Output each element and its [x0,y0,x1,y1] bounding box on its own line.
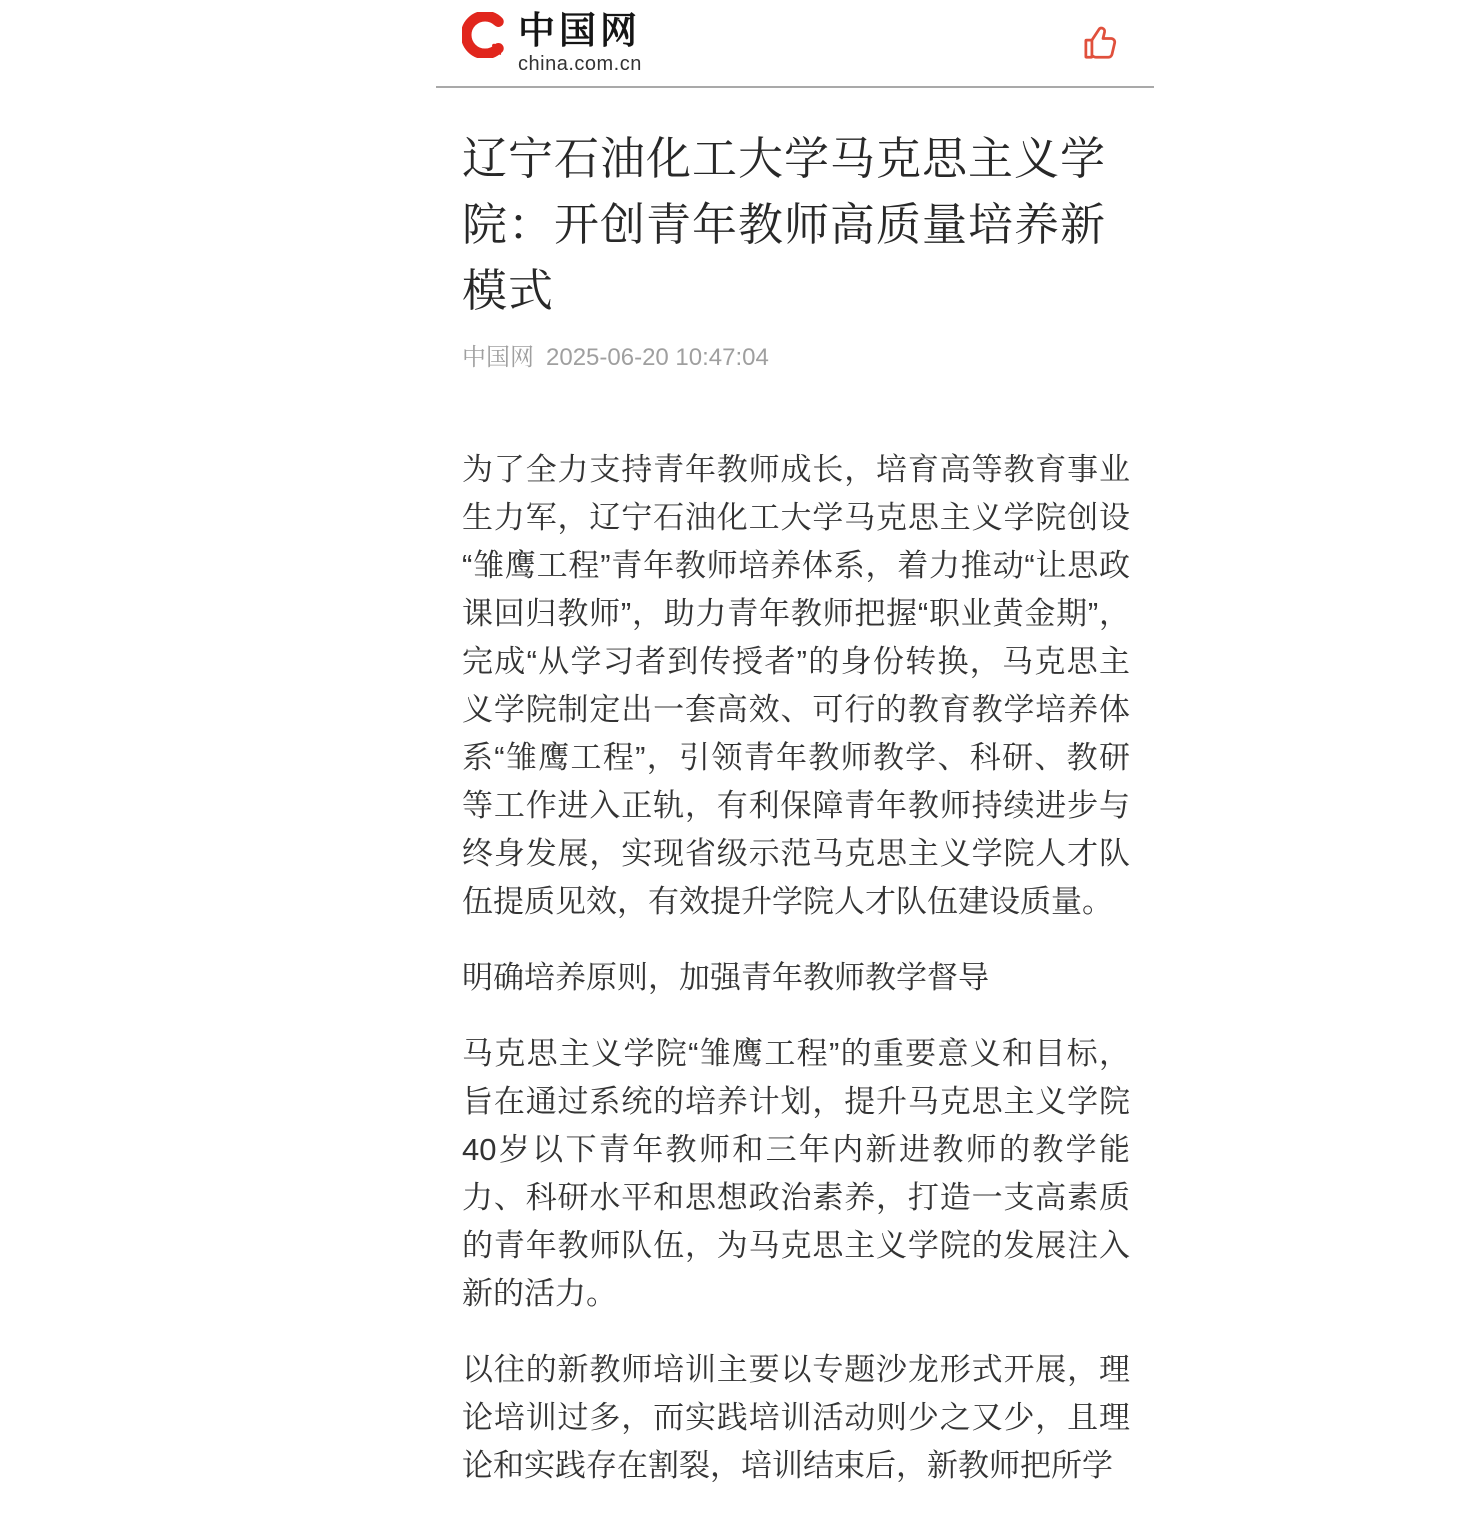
byline [462,344,1128,372]
site-domain: china.com.cn [518,53,642,75]
paragraph: 以往的新教师培训主要以专题沙龙形式开展，理论培训过多，而实践培训活动则少之又少，且理论和实践存在割裂，培训结束后，新教师把所学 [462,1352,1130,1483]
article-body [436,446,1154,1490]
article-title-line: 院：开创青年教师高质量培养新 [462,199,1107,250]
logo-text [518,12,642,74]
site-header [436,0,1154,86]
paragraph: 马克思主义学院“雏鹰工程”的重要意义和目标，旨在通过系统的培养计划，提升马克思主义学院40岁以下青年教师和三年内新进教师的教学能力、科研水平和思想政治素养，打造一支高素质的青年教师队伍，为马克思主义学院的发展注入新的活力。 [462,1036,1130,1311]
content-column [436,0,1154,1490]
site-name: 中国网 [518,10,641,51]
section-subheading: 明确培养原则，加强青年教师教学督导 [462,960,989,995]
byline-timestamp: 2025-06-20 10:47:04 [546,344,769,371]
paragraph: 为了全力支持青年教师成长，培育高等教育事业生力军，辽宁石油化工大学马克思主义学院创设“雏鹰工程”青年教师培养体系，着力推动“让思政课回归教师”，助力青年教师把握“职业黄金期”，完成“从学习者到传授者”的身份转换，马克思主义学院制定出一套高效、可行的教育教学培养体系“雏鹰工程”，引领青年教师教学、科研、教研等工作进入正轨，有利保障青年教师持续进步与终身发展，实现省级示范马克思主义学院人才队伍提质见效，有效提升学院人才队伍建设质量。 [462,452,1130,919]
article [436,126,1154,1490]
byline-source: 中国网 [462,344,534,371]
like-button[interactable] [1080,22,1124,66]
thumbs-up-icon [1080,22,1124,66]
article-title-line: 模式 [462,265,555,316]
article-title [462,126,1128,324]
china-net-logo-icon [462,12,508,58]
site-logo[interactable] [462,12,642,74]
article-title-line: 辽宁石油化工大学马克思主义学 [462,133,1107,184]
header-divider [436,86,1154,88]
